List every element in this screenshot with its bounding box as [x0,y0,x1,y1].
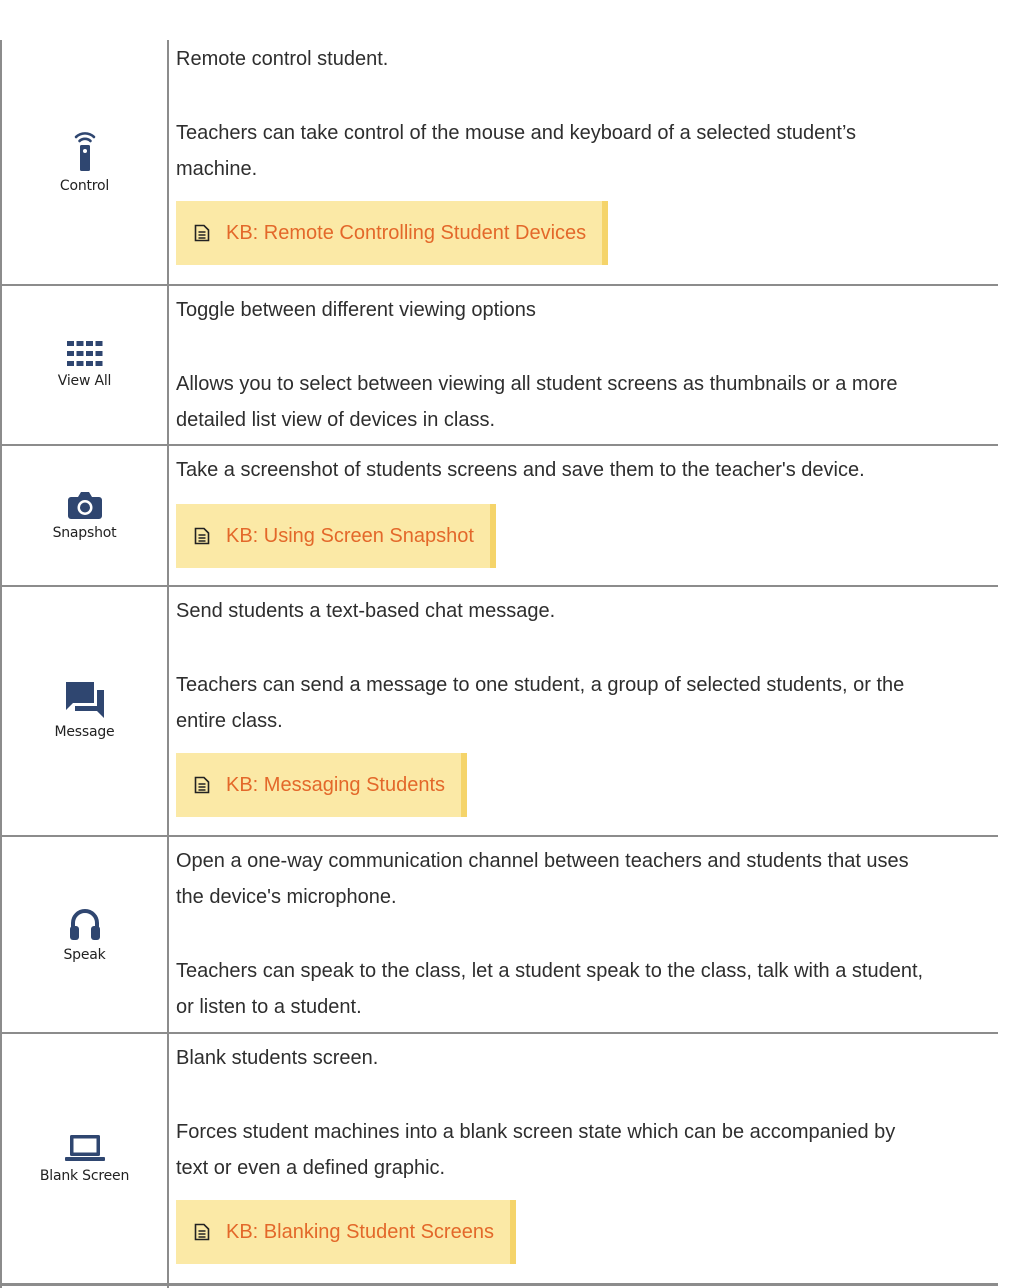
table-row-speak-text-cell [176,837,996,1032]
chat-message-icon [66,682,104,718]
table-row-view-all-icon-cell[interactable] [2,286,167,444]
table-row-blank-screen-text-cell [176,1034,996,1283]
camera-icon [68,491,102,519]
kb-link-messaging[interactable] [176,753,467,817]
document-icon [194,527,210,545]
row-paragraph: Open a one-way communication channel between teachers and students that uses [176,850,909,872]
table-row-speak-icon-cell[interactable] [2,837,167,1032]
laptop-icon [65,1134,105,1162]
table-row-blank-screen-icon-cell[interactable] [2,1034,167,1283]
row-paragraph: Teachers can send a message to one student, a group of selected students, or the [176,674,905,696]
speak-label: Speak [63,946,106,963]
row-paragraph: or listen to a student. [176,996,362,1018]
table-row-control-text-cell [176,40,996,284]
kb-link-screen-snapshot[interactable] [176,504,496,568]
view-all-label: View All [57,373,112,389]
table-column-divider [167,40,169,1288]
row-paragraph: Take a screenshot of students screens and save them to the teacher's device. [176,459,865,481]
row-paragraph: Send students a text-based chat message. [176,600,556,622]
blank-screen-label: Blank Screen [39,1167,130,1184]
table-row-control-icon-cell[interactable] [2,40,167,284]
feature-table [0,40,998,1288]
table-row-snapshot-text-cell [176,446,996,585]
row-paragraph: Allows you to select between viewing all student screens as thumbnails or a more [176,373,898,395]
table-row-snapshot-icon-cell[interactable] [2,446,167,585]
table-row-message-text-cell [176,587,996,835]
table-row-view-all-text-cell [176,286,996,444]
document-icon [194,1223,210,1241]
row-paragraph: Toggle between different viewing options [176,299,536,321]
row-paragraph: entire class. [176,710,283,732]
row-divider [0,1283,998,1286]
kb-link-blanking-screens[interactable] [176,1200,516,1264]
headphones-icon [69,907,101,941]
table-row-message-icon-cell[interactable] [2,587,167,835]
snapshot-label: Snapshot [52,524,117,541]
remote-control-icon [74,130,96,172]
row-paragraph: Blank students screen. [176,1047,379,1069]
row-paragraph: Teachers can take control of the mouse and keyboard of a selected student’s [176,122,857,144]
row-paragraph: the device's microphone. [176,886,397,908]
row-paragraph: text or even a defined graphic. [176,1157,446,1179]
kb-link-text: KB: Using Screen Snapshot [226,524,474,547]
kb-link-text: KB: Blanking Student Screens [226,1220,494,1243]
control-label: Control [59,178,110,194]
row-paragraph: detailed list view of devices in class. [176,409,496,431]
kb-link-remote-control[interactable] [176,201,608,265]
document-icon [194,224,210,242]
row-paragraph: Remote control student. [176,48,389,70]
row-paragraph: machine. [176,158,258,180]
document-icon [194,776,210,794]
row-paragraph: Forces student machines into a blank screen state which can be accompanied by [176,1121,896,1143]
message-label: Message [54,724,115,740]
kb-link-text: KB: Messaging Students [226,773,446,796]
row-paragraph: Teachers can speak to the class, let a student speak to the class, talk with a student, [176,960,924,982]
grid-view-icon [67,341,103,367]
kb-link-text: KB: Remote Controlling Student Devices [226,221,587,244]
